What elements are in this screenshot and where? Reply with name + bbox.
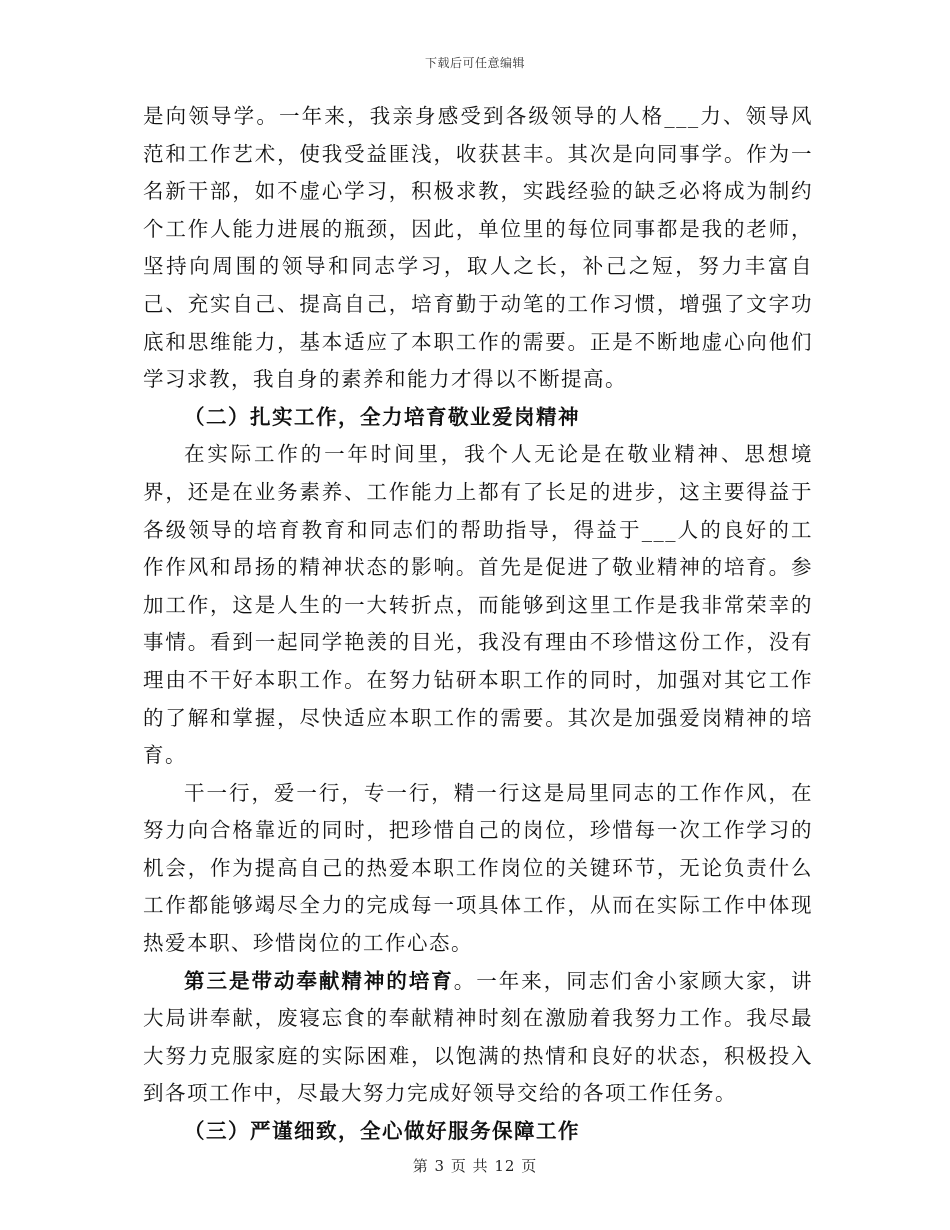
- dedication-text: 。一年来，同志们舍小家顾大家，讲大局讲奉献，废寝忘食的奉献精神时刻在激励着我努力工作。我尽最大努力克服家庭的实际困难，以饱满的热情和良好的状态，积极投入到各项工作中，尽最大努力完成好领导交给的各项工作任务。: [143, 968, 814, 1106]
- page-header-note: 下载后可任意编辑: [424, 56, 525, 70]
- section-heading-2: （二）扎实工作，全力培育敬业爱岗精神: [184, 404, 580, 429]
- document-body: [143, 98, 813, 1151]
- paragraph-learn-from-leaders: 是向领导学。一年来，我亲身感受到各级领导的人格___力、领导风范和工作艺术，使我受益匪浅，收获甚丰。其次是向同事学。作为一名新干部，如不虚心学习，积极求教，实践经验的缺乏必将成为制约个工作人能力进展的瓶颈，因此，单位里的每位同事都是我的老师，坚持向周围的领导和同志学习，取人之长，补己之短，努力丰富自己、充实自己、提高自己，培育勤于动笔的工作习惯，增强了文字功底和思维能力，基本适应了本职工作的需要。正是不断地虚心向他们学习求教，我自身的素养和能力才得以不断提高。: [143, 104, 813, 392]
- page-number-footer: 第 3 页 共 12 页: [412, 1157, 538, 1175]
- paragraph-work-experience: 在实际工作的一年时间里，我个人无论是在敬业精神、思想境界，还是在业务素养、工作能力上都有了长足的进步，这主要得益于各级领导的培育教育和同志们的帮助指导，得益于___人的良好的工作作风和昂扬的精神状态的影响。首先是促进了敬业精神的培育。参加工作，这是人生的一大转折点，而能够到这里工作是我非常荣幸的事情。看到一起同学艳羡的目光，我没有理由不珍惜这份工作，没有理由不干好本职工作。在努力钻研本职工作的同时，加强对其它工作的了解和掌握，尽快适应本职工作的需要。其次是加强爱岗精神的培育。: [143, 442, 813, 768]
- paragraph-dedication: [143, 963, 813, 1113]
- paragraph-love-job: 干一行，爱一行，专一行，精一行这是局里同志的工作作风，在努力向合格靠近的同时，把珍惜自己的岗位，珍惜每一次工作学习的机会，作为提高自己的热爱本职工作岗位的关键环节，无论负责什么工作都能够竭尽全力的完成每一项具体工作，从而在实际工作中体现热爱本职、珍惜岗位的工作心态。: [143, 780, 813, 956]
- dedication-lead-in: 第三是带动奉献精神的培育: [184, 968, 454, 993]
- section-heading-3: （三）严谨细致，全心做好服务保障工作: [184, 1119, 580, 1144]
